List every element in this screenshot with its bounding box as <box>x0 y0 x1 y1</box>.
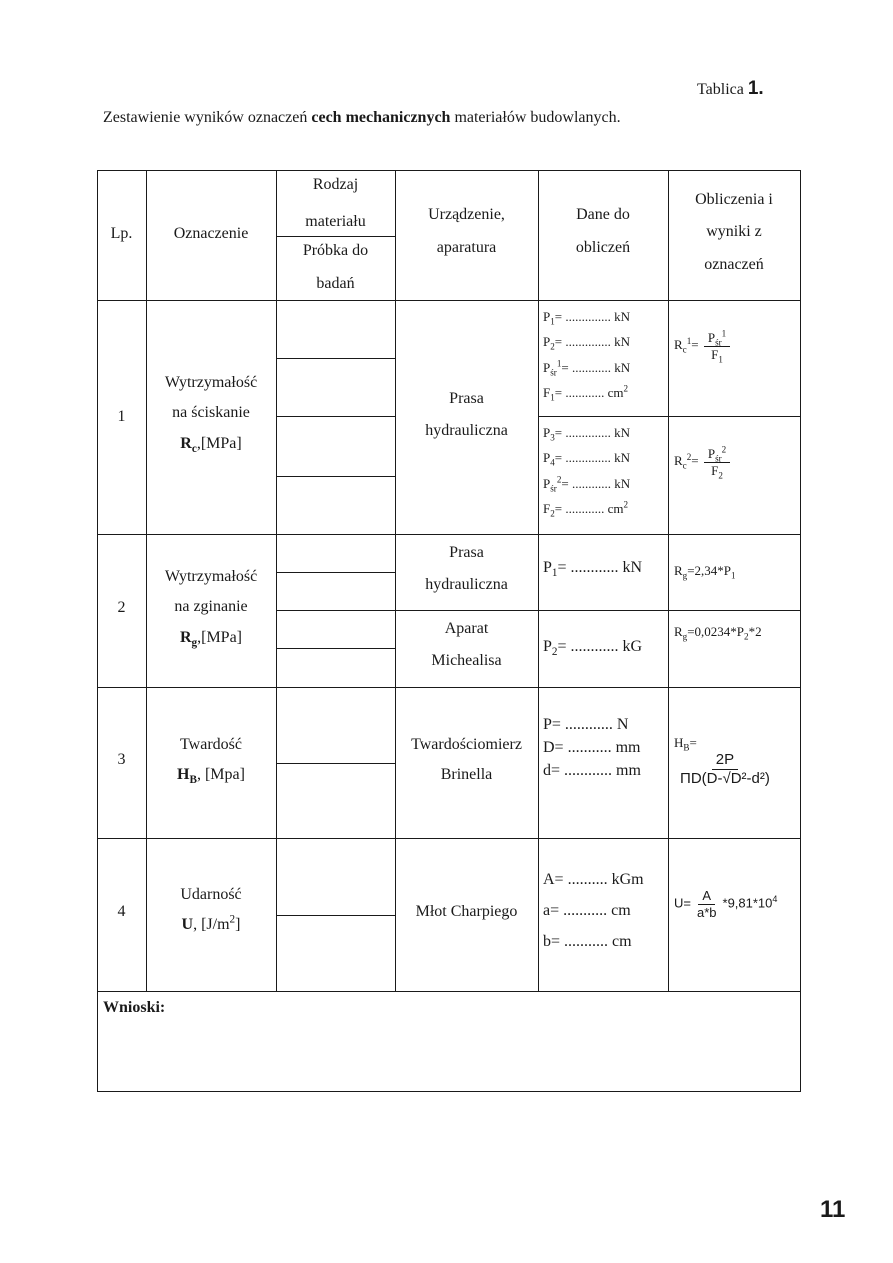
fraction: $\frac{A}{a*b}$ <box>696 888 717 920</box>
row2-wynik-a: $R_g=2,34*P_1$ <box>674 563 736 581</box>
rule <box>538 416 801 417</box>
header-lp: Lp. <box>110 225 133 242</box>
rule <box>276 416 395 417</box>
row2-dane-b: $P_2=$ ............ kG <box>543 638 643 659</box>
header-oznaczenie: Oznaczenie <box>173 225 249 242</box>
rule <box>97 300 801 301</box>
row3-oznaczenie: Twardość $H_B$, [Mpa] <box>177 736 245 787</box>
rule <box>668 170 669 991</box>
rule <box>97 991 801 992</box>
rule <box>276 648 395 649</box>
row2-urzadzenie-a: Prasa hydrauliczna <box>425 544 508 594</box>
row1-dane-b: $P_3=$ .............. kN $P_4=$ .............. kN $P_{śr}^2=$ ............ kN $F_2=$ ............ $cm^2$ <box>543 425 631 519</box>
rule <box>800 170 801 1092</box>
row2-dane-a: $P_1=$ ............ kN <box>543 559 643 580</box>
header-urzadzenie: Urządzenie, aparatura <box>428 206 505 257</box>
row4-oznaczenie: Udarność U, $[J/m^2]$ <box>180 886 242 934</box>
rule <box>395 610 801 611</box>
row4-dane: A= .......... kGm a= ........... cm b= ........... cm <box>543 871 644 951</box>
row2-urzadzenie-b: Aparat Michealisa <box>431 620 502 670</box>
rule <box>276 476 395 477</box>
row1-dane-a: $P_1=$ .............. kN $P_2=$ .............. kN $P_{śr}^1=$ ............ kN $F_1=$ ............ $cm^2$ <box>543 309 631 403</box>
rule <box>276 358 395 359</box>
row1-urzadzenie: Prasa hydrauliczna <box>425 390 508 440</box>
row1-lp: 1 <box>117 408 126 425</box>
conclusions-label: Wnioski: <box>103 999 166 1016</box>
row3-lp: 3 <box>117 751 126 768</box>
row4-lp: 4 <box>117 903 126 920</box>
row2-lp: 2 <box>117 599 126 616</box>
table-caption <box>697 78 764 100</box>
rule <box>276 763 395 764</box>
row3-urzadzenie: Twardościomierz Brinella <box>411 736 522 784</box>
row4-urzadzenie: Młot Charpiego <box>415 903 518 920</box>
row1-wynik-a: $R_c^1=$ $\frac{P_{śr}^1}{F_1}$ <box>674 330 794 362</box>
row1-oznaczenie: Wytrzymałość na ściskanie $R_c,[MPa]$ <box>164 374 258 455</box>
rule <box>276 572 395 573</box>
row1-wynik-b: $R_c^2=$ $\frac{P_{śr}^2}{F_2}$ <box>674 446 794 478</box>
fraction: $\frac{P_{śr}^1}{F_1}$ <box>704 330 730 362</box>
fraction: $\frac{2P}{\text{ΠD(D-√D²-d²)}}$ <box>680 750 770 787</box>
rule <box>97 1091 801 1092</box>
rule <box>97 170 98 1092</box>
header-dane: Dane do obliczeń <box>575 206 631 257</box>
rule <box>97 170 801 171</box>
rule <box>97 687 801 688</box>
rule <box>538 170 539 991</box>
rule <box>97 534 801 535</box>
header-obliczenia: Obliczenia i wyniki z oznaczeń <box>695 191 773 273</box>
header-probka: Próbka do badań <box>302 242 369 293</box>
rule <box>276 610 395 611</box>
row3-wynik: $H_B=$ $\frac{2P}{\text{ΠD(D-√D²-d²)}}$ <box>674 735 800 788</box>
tablica-label: Tablica <box>697 81 744 98</box>
intro-text: Zestawienie wyników oznaczeń cech mechanicznych materiałów budowlanych. <box>103 109 621 126</box>
rule <box>97 838 801 839</box>
row2-wynik-b: $R_g=0,0234*P_2*2$ <box>674 624 762 642</box>
tablica-number: 1. <box>747 78 764 99</box>
row3-dane: P= ............ N D= ........... mm d= ............ mm <box>543 716 641 780</box>
page-number: 11 <box>820 1196 846 1223</box>
fraction: $\frac{P_{śr}^2}{F_2}$ <box>704 446 730 478</box>
rule <box>276 915 395 916</box>
header-rodzaj: Rodzaj materiału <box>305 176 366 231</box>
row2-oznaczenie: Wytrzymałość na zginanie $R_g,[MPa]$ <box>164 568 258 649</box>
row4-wynik: U= $\frac{A}{a*b}$ $*9,81*10^4$ <box>674 888 778 920</box>
